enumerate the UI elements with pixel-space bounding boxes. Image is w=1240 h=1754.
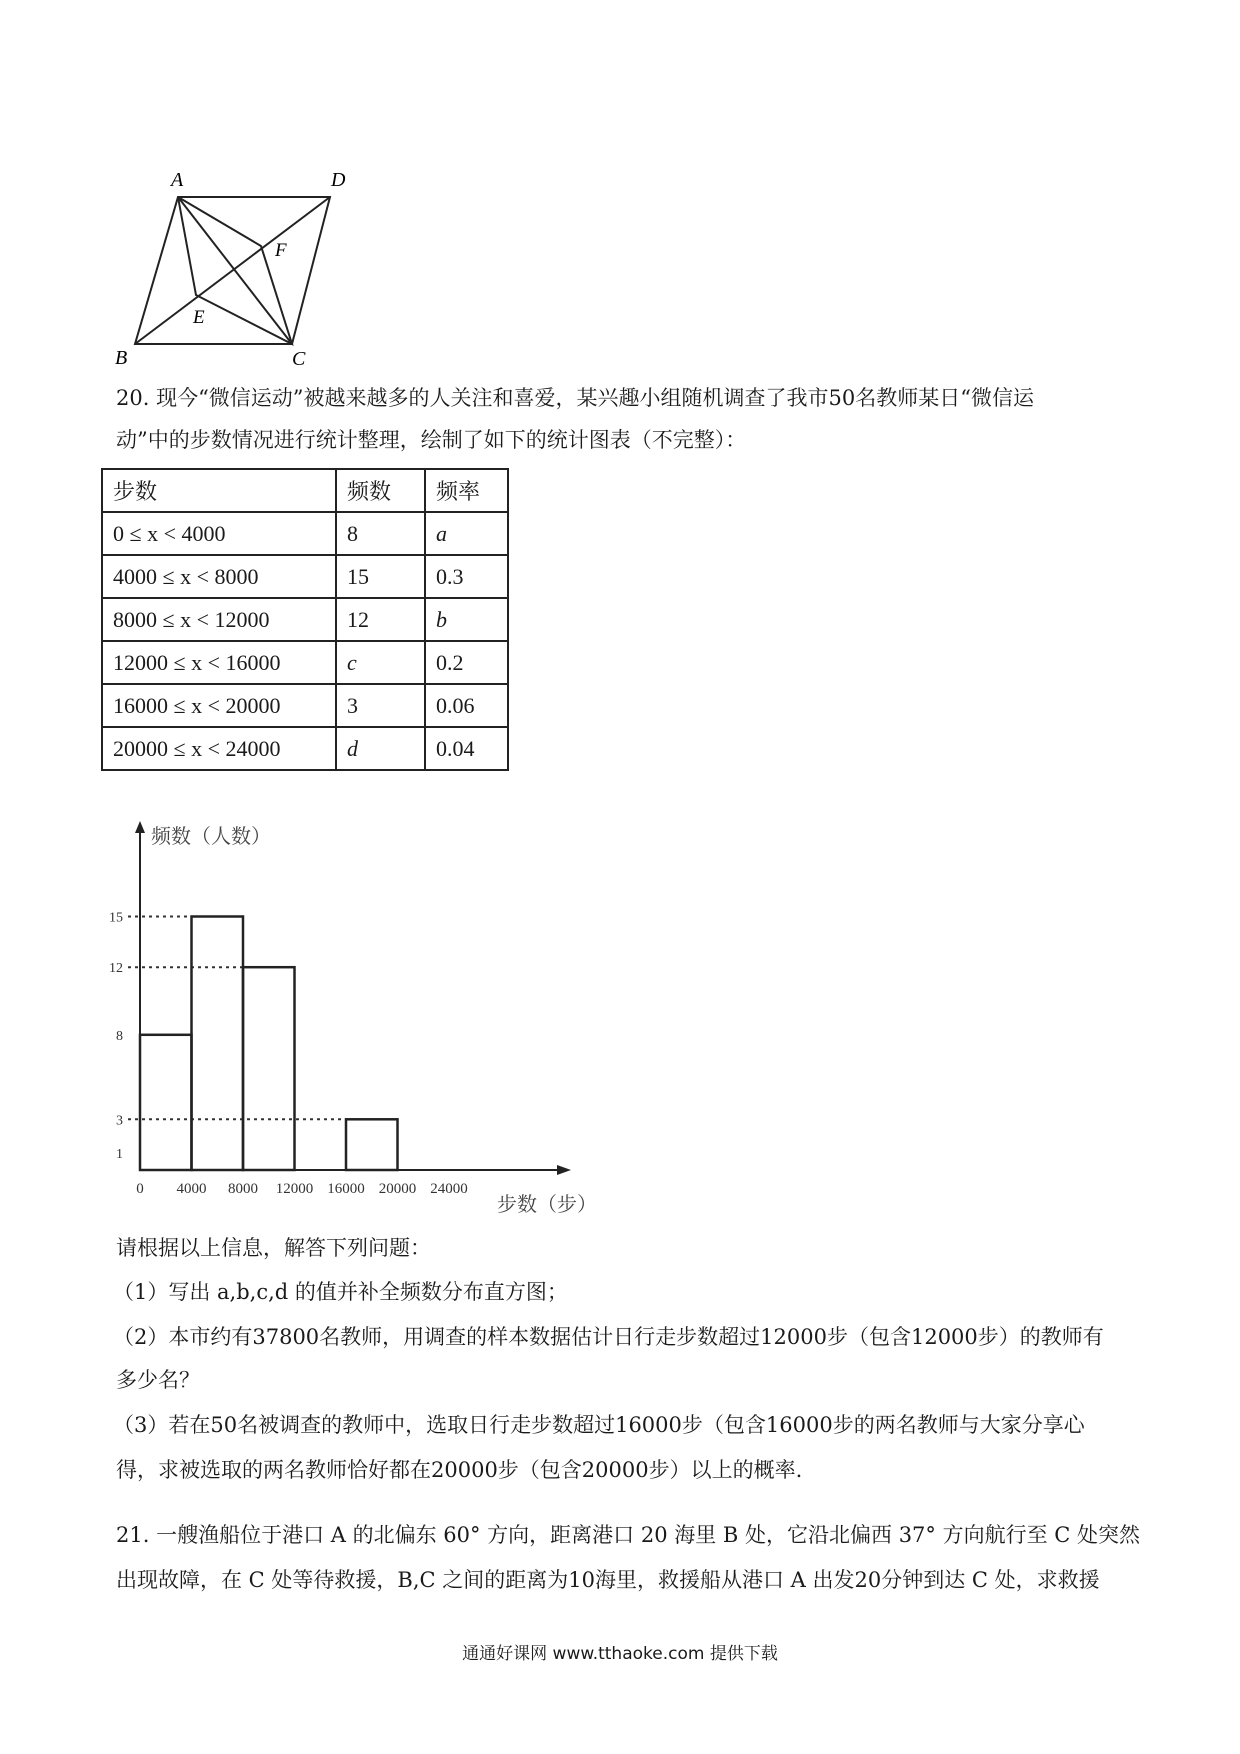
table-cell: a (425, 512, 508, 555)
table-cell: 0 ≤ x < 4000 (102, 512, 336, 555)
x-tick-label: 4000 (176, 1181, 207, 1197)
histogram-bar (346, 1119, 398, 1170)
label-d: D (331, 169, 346, 191)
page-footer: 通通好课网 www.tthaoke.com 提供下载 (462, 1644, 778, 1664)
x-tick-label: 24000 (430, 1181, 468, 1197)
y-tick-label: 8 (116, 1028, 123, 1044)
table-row (102, 684, 508, 727)
table-row (102, 727, 508, 770)
table-cell: 15 (336, 555, 425, 598)
q20-sub1: （1）写出 a,b,c,d 的值并补全频数分布直方图； (113, 1280, 568, 1304)
header-frequency: 频数 (336, 469, 425, 512)
table-header-row (102, 469, 508, 512)
q20-line2: 动”中的步数情况进行统计整理，绘制了如下的统计图表（不完整）： (116, 428, 747, 452)
label-a: A (171, 169, 184, 191)
histogram-bar (192, 917, 244, 1171)
x-tick-label: 12000 (275, 1181, 314, 1197)
table-cell: 20000 ≤ x < 24000 (102, 727, 336, 770)
label-c: C (292, 348, 306, 370)
table-row (102, 555, 508, 598)
q20-sub2-line2: 多少名？ (116, 1368, 200, 1392)
y-tick-label: 1 (116, 1147, 123, 1163)
table-row (102, 598, 508, 641)
y-axis-label: 频数（人数） (151, 826, 271, 848)
x-tick-label: 16000 (327, 1181, 365, 1197)
x-tick-label: 0 (136, 1181, 144, 1197)
table-cell: 0.04 (425, 727, 508, 770)
q20-prompt: 请根据以上信息，解答下列问题： (116, 1236, 431, 1260)
histogram-bar (243, 967, 295, 1170)
label-b: B (115, 347, 128, 369)
table-cell: 8000 ≤ x < 12000 (102, 598, 336, 641)
header-relative-frequency: 频率 (425, 469, 508, 512)
table-cell: 16000 ≤ x < 20000 (102, 684, 336, 727)
table-cell: 4000 ≤ x < 8000 (102, 555, 336, 598)
parallelogram-figure (105, 160, 365, 370)
y-tick-label: 15 (109, 910, 123, 926)
table-cell: 12000 ≤ x < 16000 (102, 641, 336, 684)
table-cell: c (336, 641, 425, 684)
table-cell: 0.2 (425, 641, 508, 684)
q20-sub2-line1: （2）本市约有37800名教师，用调查的样本数据估计日行走步数超过12000步（包含12000步）的教师有 (113, 1325, 1104, 1349)
table-row (102, 641, 508, 684)
table-row (102, 512, 508, 555)
x-tick-label: 8000 (228, 1181, 258, 1197)
segment-bd (135, 197, 330, 344)
table-cell: 8 (336, 512, 425, 555)
q20-sub3-line1: （3）若在50名被调查的教师中，选取日行走步数超过16000步（包含16000步的两名教师与大家分享心 (113, 1413, 1085, 1437)
q21-line1: 21. 一艘渔船位于港口 A 的北偏东 60° 方向，距离港口 20 海里 B 处，它沿北偏西 37° 方向航行至 C 处突然 (116, 1523, 1141, 1547)
x-axis-label: 步数（步） (497, 1194, 597, 1216)
table-cell: 0.3 (425, 555, 508, 598)
histogram-bar (140, 1035, 192, 1170)
y-axis-arrow (135, 821, 145, 833)
label-f: F (275, 240, 287, 261)
table-cell: 0.06 (425, 684, 508, 727)
header-steps: 步数 (102, 469, 336, 512)
table-cell: d (336, 727, 425, 770)
q20-sub3-line2: 得，求被选取的两名教师恰好都在20000步（包含20000步）以上的概率. (116, 1458, 803, 1482)
table-cell: b (425, 598, 508, 641)
label-e: E (193, 307, 205, 328)
q21-line2: 出现故障，在 C 处等待救援，B,C 之间的距离为10海里，救援船从港口 A 出发20分钟到达 C 处，求救援 (116, 1568, 1100, 1592)
table-cell: 3 (336, 684, 425, 727)
y-tick-label: 12 (109, 961, 123, 977)
frequency-table (101, 468, 509, 771)
x-tick-label: 20000 (378, 1181, 417, 1197)
table-cell: 12 (336, 598, 425, 641)
q20-line1: 20. 现今“微信运动”被越来越多的人关注和喜爱，某兴趣小组随机调查了我市50名教师某日“微信运 (116, 386, 1034, 410)
x-axis-arrow (557, 1165, 571, 1175)
y-tick-label: 3 (116, 1113, 123, 1129)
frequency-histogram (105, 815, 605, 1220)
